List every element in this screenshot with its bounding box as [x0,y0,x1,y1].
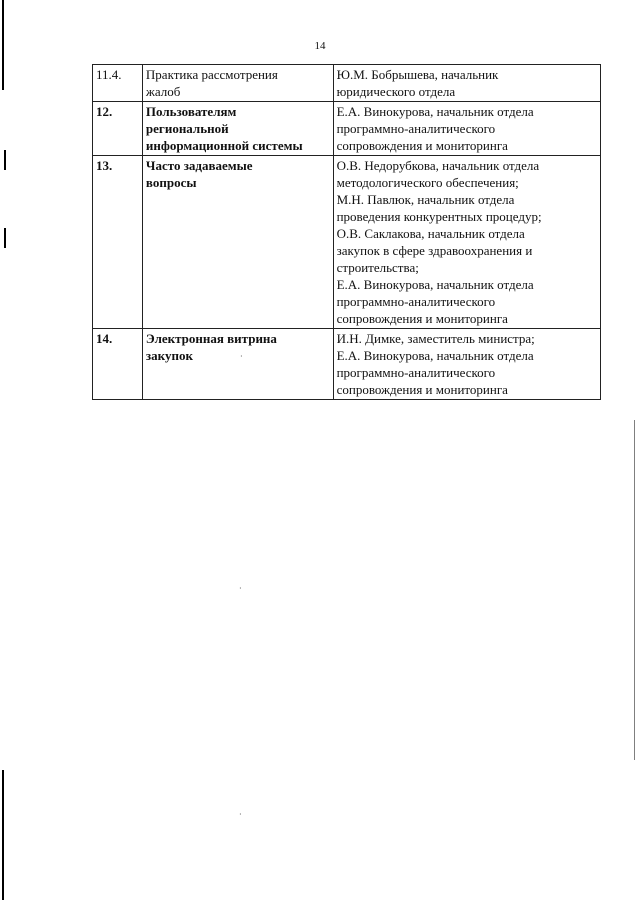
section-title [142,102,333,156]
title-line: Практика рассмотрения [145,67,278,82]
responsible-line: методологического обеспечения; [336,175,519,190]
responsible-line: закупок в сфере здравоохранения и [336,243,533,258]
table-row [93,102,601,156]
table-row [93,65,601,102]
responsible-line: И.Н. Димке, заместитель министра; [336,331,535,346]
responsible-line: сопровождения и мониторинга [336,138,508,153]
scan-edge-mark [634,420,635,760]
section-title [142,156,333,329]
row-number: 13. [93,156,143,329]
responsible-persons [333,156,600,329]
title-line: закупок [145,348,193,363]
responsible-line: сопровождения и мониторинга [336,311,508,326]
scan-edge-mark [2,770,4,900]
responsible-line: сопровождения и мониторинга [336,382,508,397]
title-line: жалоб [145,84,181,99]
responsible-persons [333,102,600,156]
title-line: Часто задаваемые [145,158,253,173]
page-number: 14 [314,40,326,52]
scan-speck: · [239,810,242,819]
responsible-persons [333,65,600,102]
responsible-line: проведения конкурентных процедур; [336,209,542,224]
title-line: вопросы [145,175,197,190]
responsible-line: строительства; [336,260,419,275]
responsible-line: О.В. Недорубкова, начальник отдела [336,158,540,173]
section-title [142,65,333,102]
row-number: 12. [93,102,143,156]
table-row [93,329,601,400]
table-row [93,156,601,329]
scan-edge-mark [2,0,4,90]
responsible-line: Е.А. Винокурова, начальник отдела [336,348,534,363]
title-line: Пользователям [145,104,237,119]
title-line: региональной [145,121,229,136]
responsible-line: Е.А. Винокурова, начальник отдела [336,104,534,119]
responsible-line: программно-аналитического [336,294,496,309]
scan-speck: · [240,352,243,361]
responsible-line: программно-аналитического [336,121,496,136]
row-number: 14. [93,329,143,400]
responsibility-table [92,64,601,400]
scan-edge-mark [4,228,6,248]
title-line: Электронная витрина [145,331,277,346]
responsible-line: Е.А. Винокурова, начальник отдела [336,277,534,292]
responsible-line: юридического отдела [336,84,456,99]
scan-speck: · [239,584,242,593]
section-title [142,329,333,400]
responsible-persons [333,329,600,400]
row-number: 11.4. [93,65,143,102]
title-line: информационной системы [145,138,303,153]
responsible-line: М.Н. Павлюк, начальник отдела [336,192,515,207]
responsible-line: Ю.М. Бобрышева, начальник [336,67,499,82]
responsible-line: О.В. Саклакова, начальник отдела [336,226,525,241]
responsible-line: программно-аналитического [336,365,496,380]
scan-edge-mark [4,150,6,170]
